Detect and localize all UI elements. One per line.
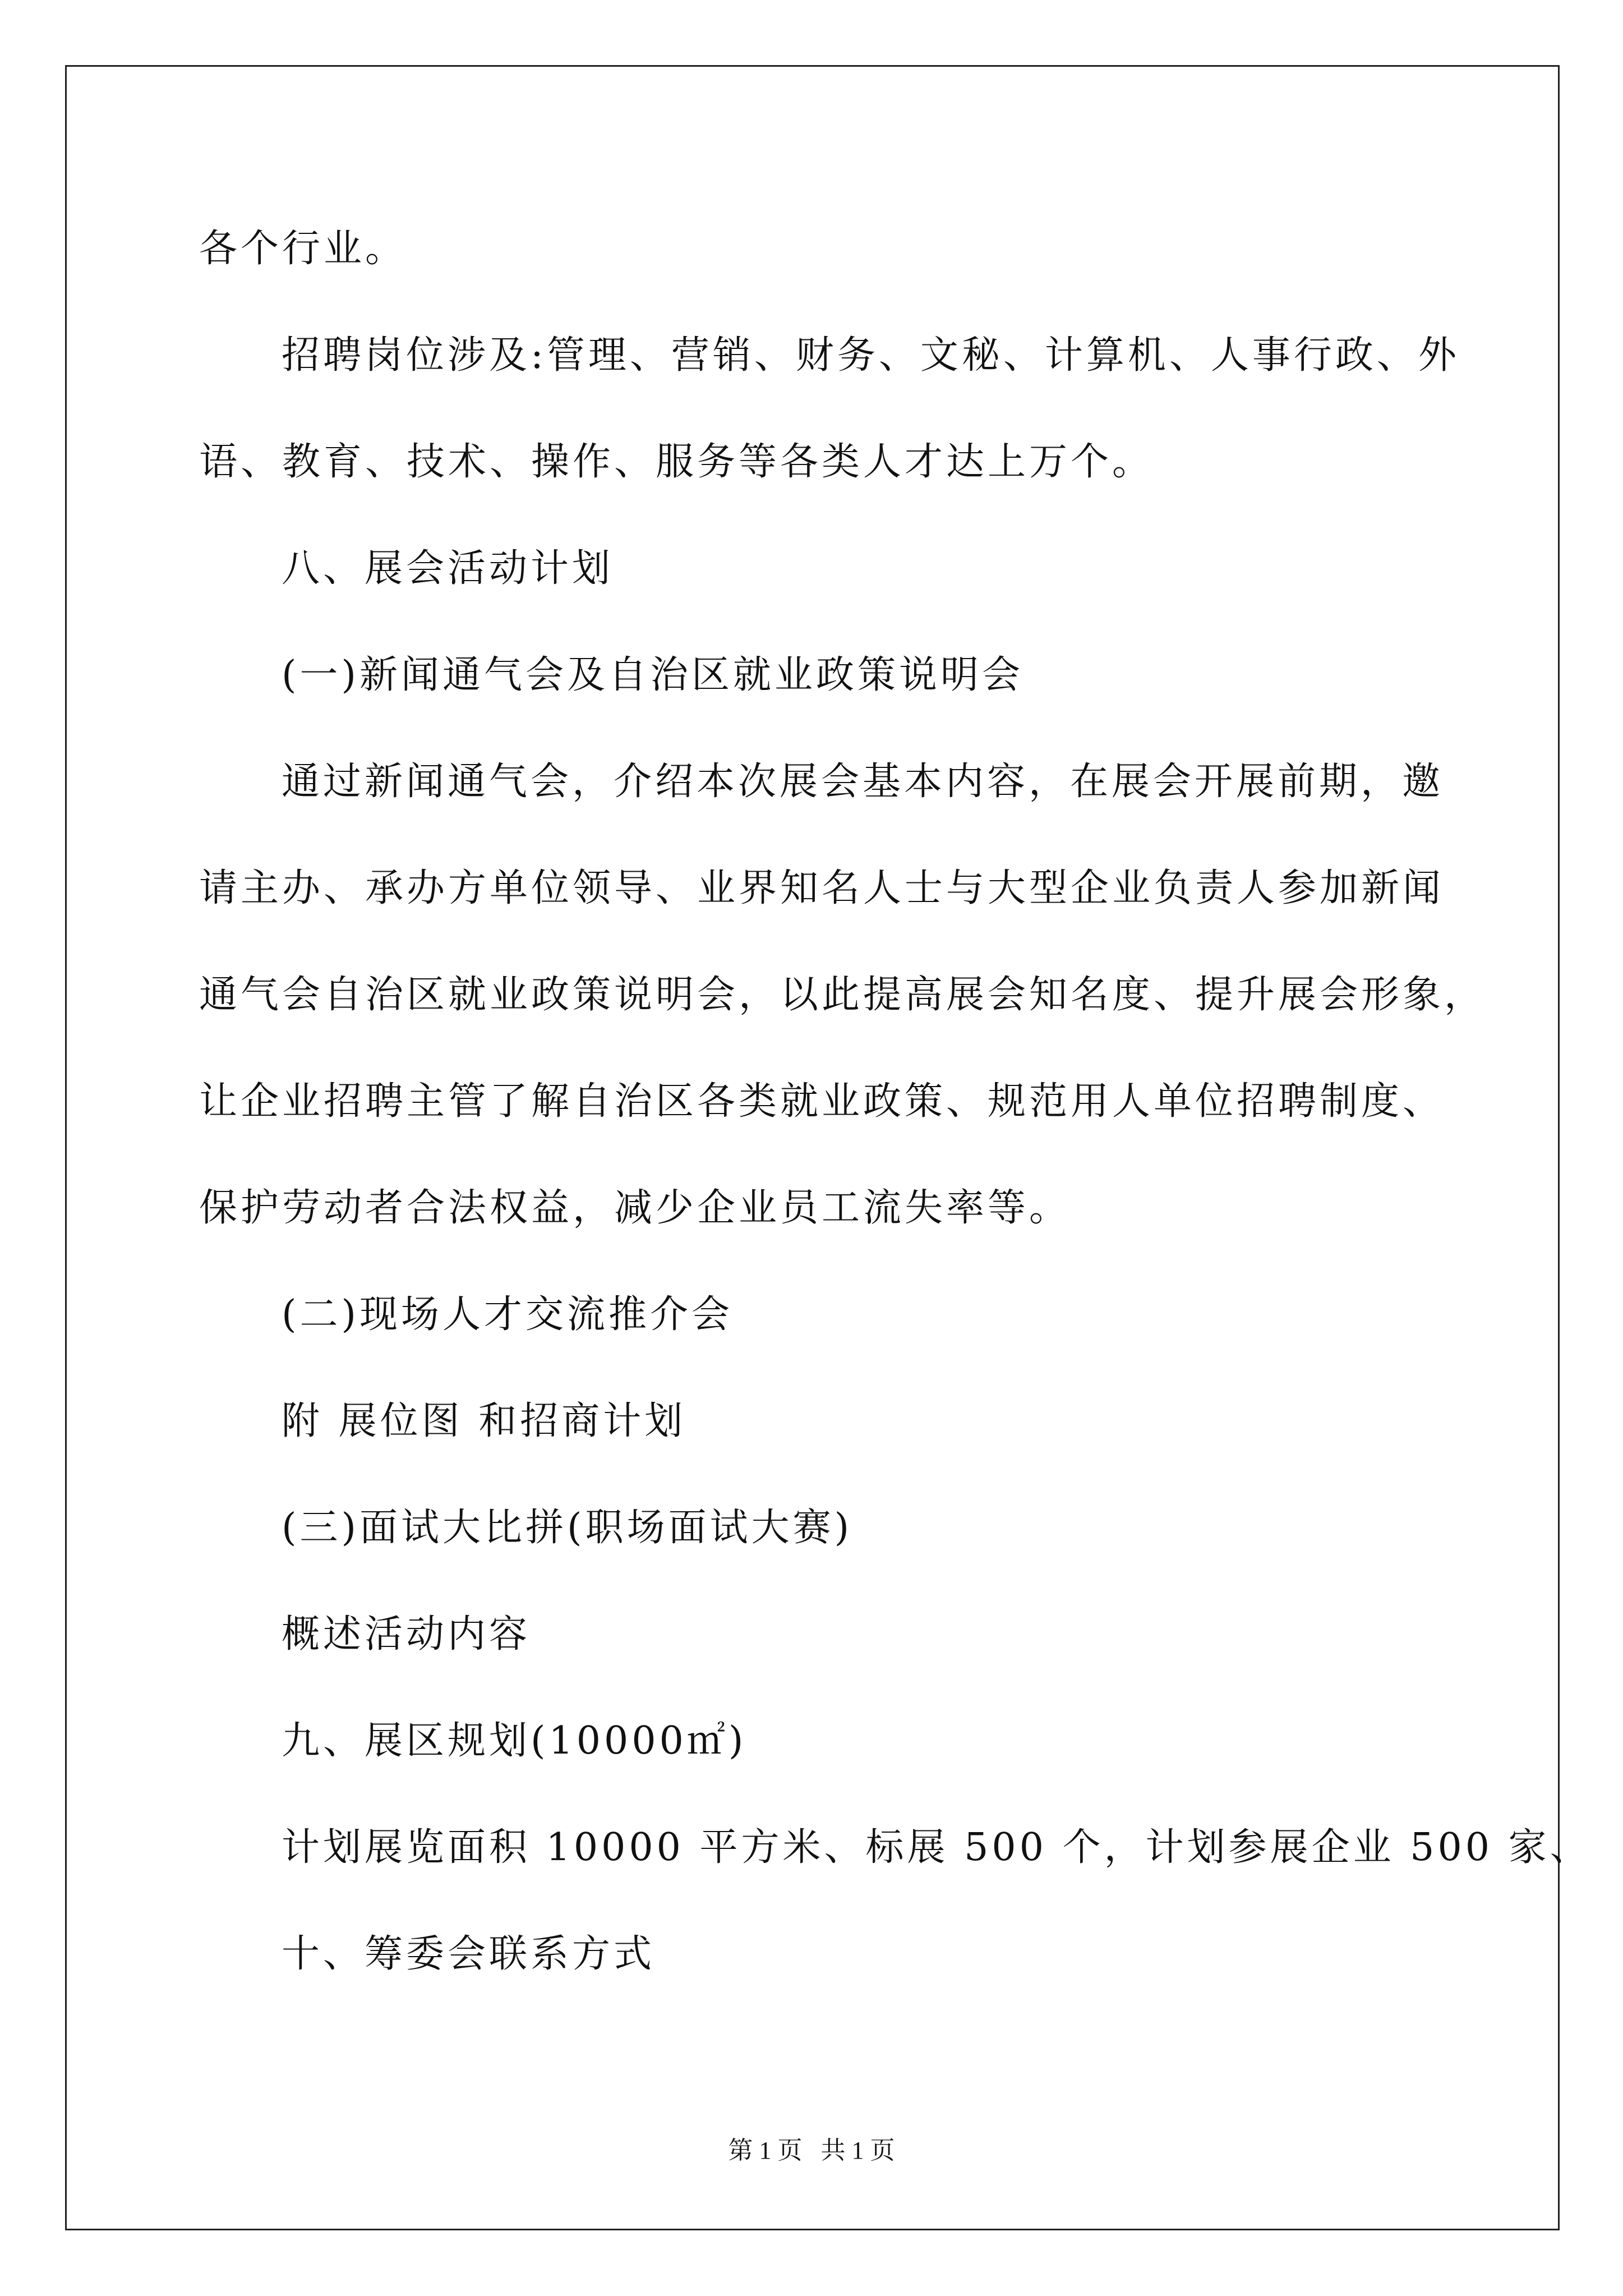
paragraph-line-2: 招聘岗位涉及:管理、营销、财务、文秘、计算机、人事行政、外 [282,333,1460,378]
subsection-heading-1: (一)新闻通气会及自治区就业政策说明会 [282,653,1024,697]
paragraph-line-6: 通过新闻通气会，介绍本次展会基本内容，在展会开展前期，邀 [282,760,1444,804]
paragraph-line-10: 保护劳动者合法权益，减少企业员工流失率等。 [199,1186,1071,1230]
page-border [65,65,1560,2230]
paragraph-line-1: 各个行业。 [199,227,407,271]
subsection-heading-2: (二)现场人才交流推介会 [282,1292,734,1337]
paragraph-line-8: 通气会自治区就业政策说明会，以此提高展会知名度、提升展会形象， [199,973,1486,1017]
section-heading-8: 八、展会活动计划 [282,546,614,591]
section-heading-9: 九、展区规划(10000㎡) [282,1719,747,1763]
activity-summary: 概述活动内容 [282,1612,531,1657]
section-heading-10: 十、筹委会联系方式 [282,1932,656,1976]
page-number-footer: 第 1 页 共 1 页 [728,2137,895,2164]
paragraph-line-3: 语、教育、技术、操作、服务等各类人才达上万个。 [199,440,1154,484]
paragraph-line-7: 请主办、承办方单位领导、业界知名人士与大型企业负责人参加新闻 [199,866,1445,910]
exhibition-plan-line: 计划展览面积 10000 平方米、标展 500 个，计划参展企业 500 家、 [282,1825,1592,1870]
subsection-heading-3: (三)面试大比拼(职场面试大赛) [282,1506,853,1550]
paragraph-line-9: 让企业招聘主管了解自治区各类就业政策、规范用人单位招聘制度、 [199,1079,1445,1124]
attachment-note: 附 展位图 和招商计划 [282,1399,686,1443]
